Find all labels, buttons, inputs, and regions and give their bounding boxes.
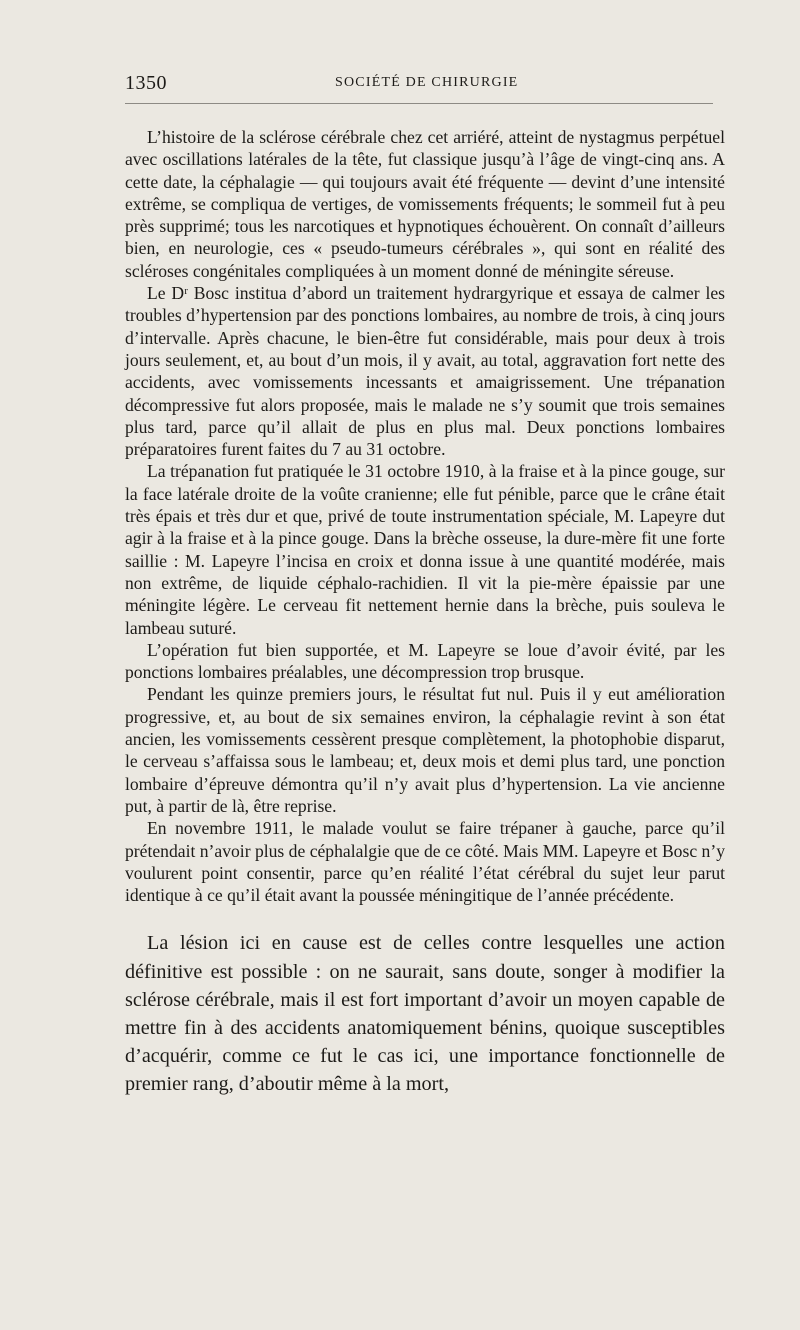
paragraph: Pendant les quinze premiers jours, le résultat fut nul. Puis il y eut amélioration progressive, et, au bout de six semaines environ, la céphalagie revint à son état ancien, les vomissements cessèrent presque complètement, la photophobie disparut, le cerveau s’affaissa sous le lambeau; et, deux mois et demi plus tard, une ponction lombaire d’épreuve démontra qu’il n’y avait plus d’hypertension. La vie ancienne put, à partir de là, être reprise. — [125, 684, 725, 816]
paragraph: La lésion ici en cause est de celles contre lesquelles une action définitive est possible : on ne saurait, sans doute, songer à modifier la sclérose cérébrale, mais il est fort important d’avoir un moyen capable de mettre fin à des accidents anatomiquement bénins, quoique susceptibles d’acquérir, comme ce fut le cas ici, une importance fonctionnelle de premier rang, d’aboutir même à la mort, — [125, 932, 725, 1096]
case-report — [125, 126, 725, 906]
page-header — [125, 72, 725, 96]
paragraph: La trépanation fut pratiquée le 31 octobre 1910, à la fraise et à la pince gouge, sur la face latérale droite de la voûte cranienne; elle fut pénible, parce que le crâne était très épais et très dur et que, privé de toute instrumentation spéciale, M. Lapeyre dut agir à la fraise et à la pince gouge. Dans la brèche osseuse, la dure-mère fit une forte saillie : M. Lapeyre l’incisa en croix et donna issue à une quantité modérée, mais non extrême, de liquide céphalo-rachidien. Il vit la pie-mère épaissie par une méningite légère. Le cerveau fit nettement hernie dans la brèche, puis souleva le lambeau suturé. — [125, 461, 725, 638]
paragraph: L’opération fut bien supportée, et M. Lapeyre se loue d’avoir évité, par les ponctions lombaires préalables, une décompression trop brusque. — [125, 639, 725, 683]
paragraph: L’histoire de la sclérose cérébrale chez cet arriéré, atteint de nystagmus perpétuel avec oscillations latérales de la tête, fut classique jusqu’à l’âge de vingt-cinq ans. A cette date, la céphalagie — qui toujours avait été fréquente — devint d’une intensité extrême, se compliqua de vertiges, de vomissements fréquents; le sommeil fut à peu près supprimé; tous les narcotiques et hypnotiques échouèrent. On connaît d’ailleurs bien, en neurologie, ces « pseudo-tumeurs cérébrales », qui sont en réalité des scléroses congénitales compliquées à un moment donné de méningite séreuse. — [125, 127, 725, 281]
commentary — [125, 929, 725, 1098]
running-head: SOCIÉTÉ DE CHIRURGIE — [335, 75, 519, 90]
paragraph: Le Dʳ Bosc institua d’abord un traitement hydrargyrique et essaya de calmer les troubles d’hypertension par des ponctions lombaires, au nombre de trois, à cinq jours d’intervalle. Après chacune, le bien-être fut considérable, mais pour deux à trois jours seulement, et, au bout d’un mois, il y avait, au total, aggravation fort nette des accidents, avec vomissements incessants et amaigrissement. Une trépanation décompressive fut alors proposée, mais le malade ne s’y soumit que trois semaines plus tard, parce qu’il allait de plus en plus mal. Deux ponctions lombaires préparatoires furent faites du 7 au 31 octobre. — [125, 283, 725, 460]
body-text — [125, 126, 725, 1099]
page-number: 1350 — [125, 72, 167, 94]
paragraph: En novembre 1911, le malade voulut se faire trépaner à gauche, parce qu’il prétendait n’avoir plus de céphalalgie que de ce côté. Mais MM. Lapeyre et Bosc n’y voulurent point consentir, parce qu’en réalité l’état cérébral du sujet leur parut identique à ce qu’il était avant la poussée méningitique de l’année précédente. — [125, 818, 725, 906]
header-rule — [125, 103, 713, 104]
